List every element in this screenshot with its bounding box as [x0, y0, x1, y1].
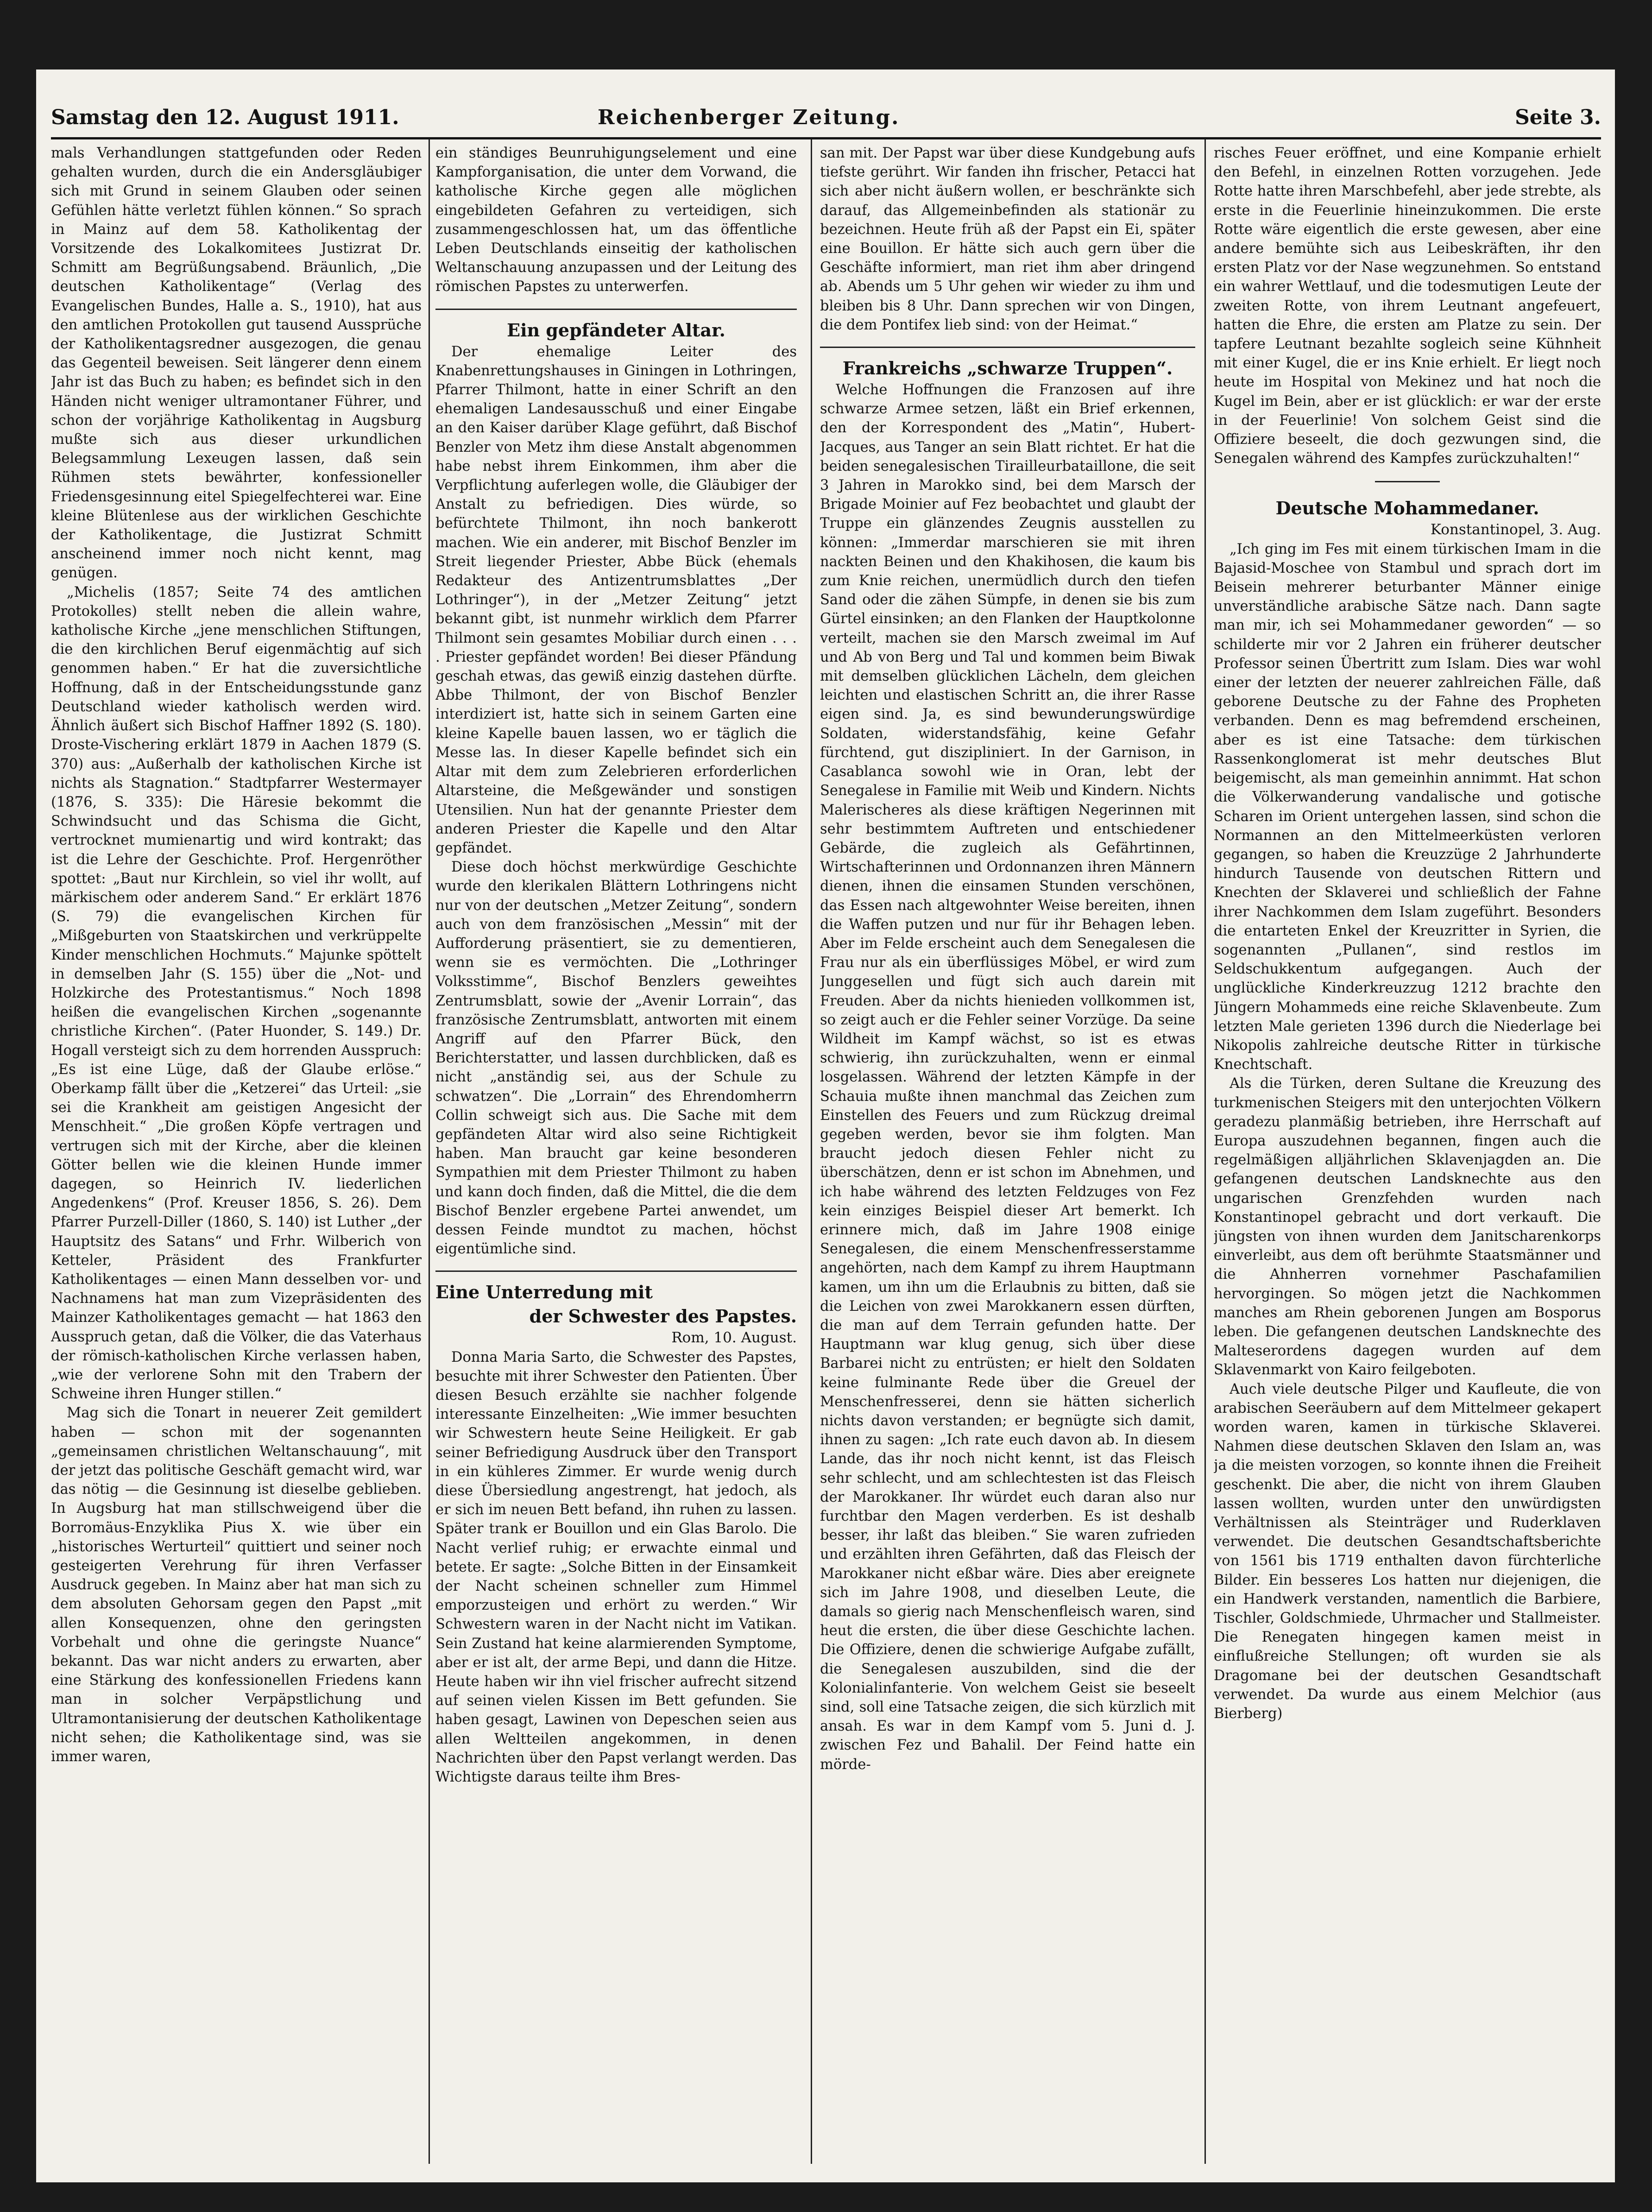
dateline: Konstantinopel, 3. Aug. — [1430, 521, 1601, 538]
headline-deutsche-mohammedaner: Deutsche Mohammedaner. — [1275, 498, 1539, 519]
column-divider — [1204, 139, 1206, 2164]
article-paragraph: Auch viele deutsche Pilger und Kaufleute, die von arabischen Seeräubern auf dem Mittelmeer gekapert worden waren, kamen in türkische Sklaverei. Nahmen diese deutschen Sklaven den Islam an, was ja die meisten vorzogen, so konnte ihnen die Freiheit geschenkt. Die aber, die nicht von ihrem Glauben lassen wollten, wurden unter den unwürdigsten Verhältnissen als Steinträger und Ruderklaven verwendet. Die deutschen Gesandtschaftsberichte von 1561 bis 1719 enthalten davon fürchterliche Bilder. Ein besseres Los hatten nur diejenigen, die ein Handwerk verstanden, namentlich die Barbiere, Tischler, Goldschmiede, Uhrmacher und Stallmeister. Die Renegaten hingegen kamen meist in einflußreiche Stellungen; oft wurden sie als Dragomane bei der deutschen Gesandtschaft verwendet. Da wurde aus einem Melchior (aus Bierberg) — [1214, 1381, 1601, 1722]
column-2 — [435, 144, 797, 2159]
article-paragraph: ein ständiges Beunruhigungselement und eine Kampforganisation, die unter dem Vorwand, die katholische Kirche gegen alle möglichen eingebildeten Gefahren zu verteidigen, sich zusammengeschlossen hat, um das öffentliche Leben Deutschlands einseitig der katholischen Weltanschauung anzupassen und der Leitung des römischen Papstes zu unterwerfen. — [435, 145, 797, 295]
issue-date: Samstag den 12. August 1911. — [51, 106, 399, 129]
section-rule — [435, 1270, 797, 1272]
article-paragraph: Donna Maria Sarto, die Schwester des Papstes, besuchte mit ihrer Schwester den Patienten. Über diesen Besuch erzählte sie nachher folgende interessante Einzelheiten: „Wie immer besuchten wir Schwestern heute Seine Heiligkeit. Er gab seiner Befriedigung Ausdruck über den Transport in ein kühleres Zimmer. Er wurde wenig durch diese Übersiedlung angestrengt, hat jedoch, als er sich im neuen Bett befand, ihn ruhen zu lassen. Später trank er Bouillon und ein Glas Barolo. Die Nacht verlief ruhig; er erwachte einmal und betete. Er sagte: „Solche Bitten in der Einsamkeit der Nacht scheinen schneller zum Himmel emporzusteigen und erhört zu werden.“ Wir Schwestern waren in der Nacht nicht im Vatikan. Sein Zustand hat keine alarmierenden Symptome, aber er ist alt, der arme Bepi, und dann die Hitze. Heute haben wir ihn viel frischer aufrecht sitzend auf seinen vielen Kissen im Bett gefunden. Sie haben gesagt, Lawinen von Depeschen seien aus allen Weltteilen angekommen, in denen Nachrichten über den Papst verlangt werden. Das Wichtigste daraus teilte ihm Bres- — [435, 1349, 797, 1786]
column-divider — [811, 139, 812, 2164]
article-paragraph: „Michelis (1857; Seite 74 des amtlichen Protokolles) stellt neben die allein wahre, katholische Kirche „jene menschlichen Stiftungen, die den kirchlichen Beruf eigenmächtig auf sich genommen haben.“ Er hat die zuversichtliche Hoffnung, daß in der Entscheidungsstunde ganz Deutschland wieder katholisch werden wird. Ähnlich äußert sich Bischof Haffner 1892 (S. 180). Droste-Vischering erklärt 1879 in Aachen 1879 (S. 370) aus: „Außerhalb der katholischen Kirche ist nichts als Stagnation.“ Stadtpfarrer Westermayer (1876, S. 335): Die Häresie bekommt die Schwindsucht und das Schisma die Gicht, vertrocknet mumienartig und wird kontrakt; das ist die Lehre der Geschichte. Prof. Hergenröther spottet: „Baut nur Kirchlein, so viel ihr wollt, auf märkischem oder anderem Sand.“ Er erklärt 1876 (S. 79) die evangelischen Kirchen für „Mißgeburten von Staatskirchen und verkrüppelte Kinder menschlichen Hochmuts.“ Majunke spöttelt in demselben Jahr (S. 155) über die „Not- und Holzkirche des Protestantismus.“ Noch 1898 heißen die evangelischen Kirchen „sogenannte christliche Kirchen“. (Pater Huonder, S. 149.) Dr. Hogall versteigt sich zu dem horrenden Ausspruch: „Es ist eine Lüge, daß der Glaube erlöse.“ Oberkamp fällt über die „Ketzerei“ das Urteil: „sie sei die Krankheit am geistigen Angesicht der Menschheit.“ „Die großen Köpfe vertragen und vertrugen sich mit der Kirche, aber die kleinen Götter bellen wie die kleinen Hunde immer dagegen, so Heinrich IV. liederlichen Angedenkens“ (Prof. Kreuser 1856, S. 26). Dem Pfarrer Purzell-Diller (1860, S. 140) ist Luther „der Hauptsitz des Satans“ und Frhr. Wilberich von Ketteler, Präsident des Frankfurter Katholikentages — einen Mann desselben vor- und Nachnamens hat man zum Vizepräsidenten des Mainzer Katholikentages gemacht — hat 1863 den Ausspruch getan, daß die Völker, die das Vaterhaus der römisch-katholischen Kirche verlassen haben, „wie der verlorene Sohn mit den Trabern der Schweine ihren Hunger stillen.“ — [51, 584, 422, 1403]
headline-gepfaendeter-altar: Ein gepfändeter Altar. — [507, 319, 725, 341]
headline-unterredung-line1: Eine Unterredung mit — [435, 1282, 653, 1303]
article-paragraph: risches Feuer eröffnet, und eine Kompanie erhielt den Befehl, in einzelnen Rotten vorzugehen. Jede Rotte hatte ihren Marschbefehl, aber jede strebte, als erste in die Feuerlinie hineinzukommen. Die erste Rotte wäre eigentlich die erste gewesen, aber eine andere bemühte sich aus Leibeskräften, ihr den ersten Platz vor der Nase wegzunehmen. So entstand ein wahrer Wettlauf, und die todesmutigen Leute der zweiten Rotte, von ihrem Leutnant angefeuert, hatten die Ehre, die ersten am Platze zu sein. Der tapfere Leutnant bezahlte sogleich seine Kühnheit mit einer Kugel, die er ins Knie erhielt. Er liegt noch heute im Hospital von Mekinez und hat noch die Kugel im Bein, aber er ist glücklich: er war der erste in der Feuerlinie! Von solchem Geist sind die Offiziere beseelt, die doch gezwungen sind, die Senegalen während des Kampfes zurückzuhalten!“ — [1214, 145, 1601, 467]
article-paragraph: mals Verhandlungen stattgefunden oder Reden gehalten wurden, durch die ein Andersgläubiger sich mit Grund in seinem Glauben oder seinen Gefühlen hätte verletzt fühlen können.“ So sprach in Mainz auf dem 58. Katholikentag der Vorsitzende des Lokalkomitees Justizrat Dr. Schmitt am Begrüßungsabend. Bräunlich, „Die deutschen Katholikentage“ (Verlag des Evangelischen Bundes, Halle a. S., 1910), hat aus den amtlichen Protokollen gut tausend Aussprüche der Katholikentagsredner ausgezogen, die genau das Gegenteil beweisen. Seit längerer denn einem Jahr ist das Buch zu haben; es befindet sich in den Händen nicht weniger ultramontaner Führer, und schon der vorjährige Katholikentag in Augsburg mußte sich aus dieser urkundlichen Belegsammlung Lexeugen lassen, daß sein Rühmen stets bewährter, konfessioneller Friedensgesinnung eitel Spiegelfechterei war. Eine kleine Blütenlese aus der wirklichen Geschichte der Katholikentage, die Justizrat Schmitt anscheinend immer noch nicht kennt, mag genügen. — [51, 145, 422, 581]
article-paragraph: Diese doch höchst merkwürdige Geschichte wurde den klerikalen Blättern Lothringens nicht nur von der deutschen „Metzer Zeitung“, sondern auch von dem französischen „Messin“ mit der Aufforderung präsentiert, sie zu dementieren, wenn sie es vermöchten. Die „Lothringer Volksstimme“, Bischof Benzlers geweihtes Zentrumsblatt, sowie der „Avenir Lorrain“, das französische Zentrumsblatt, antworten mit einem Angriff auf den Pfarrer Bück, den Berichterstatter, und lassen durchblicken, daß es nicht „anständig sei, aus der Schule zu schwatzen“. Die „Lorrain“ des Ehrendomherrn Collin schweigt sich aus. Die Sache mit dem gepfändeten Altar wird also seine Richtigkeit haben. Man braucht gar keine besonderen Sympathien mit dem Priester Thilmont zu haben und kann doch finden, daß die Mittel, die die dem Bischof Benzler ergebene Partei anwendet, um dessen Feinde mundtot zu machen, höchst eigentümliche sind. — [435, 859, 797, 1258]
headline-schwarze-truppen: Frankreichs „schwarze Truppen“. — [842, 358, 1173, 379]
masthead — [51, 106, 1601, 133]
article-paragraph: Als die Türken, deren Sultane die Kreuzung des turkmenischen Steigers mit den unterjochten Völkern geradezu planmäßig betrieben, ihre Herrschaft auf Europa auszudehnen begannen, fingen auch die regelmäßigen alljährlichen Sklavenjagden an. Die gefangenen deutschen Landsknechte aus den ungarischen Grenzfehden wurden nach Konstantinopel gebracht und dort verkauft. Die jüngsten von ihnen wurden dem Janitscharenkorps einverleibt, aus dem oft berühmte Staatsmänner und die Ahnherren vornehmer Paschafamilien hervorgingen. So mögen jetzt die Nachkommen manches am Rhein geborenen Jungen am Bosporus leben. Die gefangenen deutschen Landsknechte des Malteserordens dagegen wurden auf dem Sklavenmarkt von Kairo feilgeboten. — [1214, 1075, 1601, 1378]
column-3 — [820, 144, 1195, 2159]
article-paragraph: Welche Hoffnungen die Franzosen auf ihre schwarze Armee setzen, läßt ein Brief erkennen, den der Korrespondent des „Matin“, Hubert-Jacques, aus Tanger an sein Blatt richtet. Er hat die beiden senegalesischen Tirailleurbataillone, die seit 3 Jahren in Marokko sind, bei dem Marsch der Brigade Moinier auf Fez beobachtet und glaubt der Truppe ein glänzendes Zeugnis ausstellen zu können: „Immerdar marschieren sie mit ihren nackten Beinen und den Khakihosen, die kaum bis zum Knie reichen, unermüdlich durch den tiefen Sand oder die zähen Sümpfe, in denen sie bis zum Gürtel einsinken; an den Flanken der Hauptkolonne verteilt, machen sie den Marsch zweimal im Auf und Ab von Berg und Tal und kommen beim Biwak mit demselben glücklichen Lächeln, dem gleichen leichten und elastischen Schritt an, die ihrer Rasse eigen sind. Ja, es sind bewunderungswürdige Soldaten, widerstandsfähig, keine Gefahr fürchtend, gut diszipliniert. In der Garnison, in Casablanca sowohl wie in Oran, lebt der Senegalese in Familie mit Weib und Kindern. Nichts Malerischeres als diese kräftigen Negerinnen mit sehr bestimmtem Auftreten und entschiedener Gebärde, die zugleich als Gefährtinnen, Wirtschafterinnen und Ordonnanzen ihren Männern dienen, ihnen die einsamen Stunden verschönen, das Essen nach altgewohnter Weise bereiten, ihnen die Waffen putzen und nur für ihr Behagen leben. Aber im Felde erscheint auch dem Senegalesen die Frau nur als ein überflüssiges Möbel, er wird zum Junggesellen und fügt sich auch darein mit Freuden. Aber da nichts hienieden vollkommen ist, so zeigt auch er die Fehler seiner Vorzüge. Da seine Wildheit im Kampf wächst, so ist es etwas schwierig, ihn zurückzuhalten, wenn er einmal losgelassen. Während der letzten Kämpfe in der Schauia mußte ihnen manchmal das Zeichen zum Einstellen des Feuers und zum Rückzug dreimal gegeben werden, bevor sie ihm folgten. Man braucht jedoch diesen Fehler nicht zu überschätzen, denn er ist schon im Abnehmen, und ich habe während des letzten Feldzuges von Fez kein einziges Beispiel dieser Art bemerkt. Ich erinnere mich, daß im Jahre 1908 einige Senegalesen, die einem Menschenfresserstamme angehörten, nach dem Kampf zu ihrem Hauptmann kamen, um ihn um die Erlaubnis zu bitten, daß sie die Leichen von zwei Marokkanern essen dürften, die man auf dem Terrain gefunden hatte. Der Hauptmann war klug genug, sich über diese Barbarei nicht zu entrüsten; er hielt den Soldaten keine fulminante Rede über die Greuel der Menschenfresserei, denn sie hätten sicherlich nichts davon verstanden; er begnügte sich damit, ihnen zu sagen: „Ich rate euch davon ab. In diesem Lande, das ihr noch nicht kennt, ist das Fleisch sehr schlecht, und am schlechtesten ist das Fleisch der Marokkaner. Ihr würdet euch daran also nur furchtbar den Magen verderben. Es ist deshalb besser, ihr laßt das bleiben.“ Sie waren zufrieden und erzählten ihren Gefährten, daß das Fleisch der Marokkaner nicht eßbar wäre. Dies aber ereignete sich im Jahre 1908, und dieselben Leute, die damals so gierig nach Menschenfleisch waren, sind heut die ersten, die über diese Geschichte lachen. Die Offiziere, denen die schwierige Aufgabe zufällt, die Senegalesen auszubilden, sind die der Kolonialinfanterie. Von welchem Geist sie beseelt sind, soll eine Tatsache zeigen, die sich kürzlich mit ansah. Es war in dem Kampf vom 5. Juni d. J. zwischen Fez und Bahalil. Der Feind hatte ein mörde- — [820, 382, 1195, 1773]
headline-unterredung-line2: der Schwester des Papstes. — [529, 1306, 797, 1327]
masthead-rule — [51, 137, 1601, 139]
article-paragraph: san mit. Der Papst war über diese Kundgebung aufs tiefste gerührt. Wir fanden ihn frischer, Petacci hat sich aber nicht äußern wollen, er beschränkte sich darauf, das Allgemeinbefinden als stationär zu bezeichnen. Heute früh aß der Papst ein Ei, später eine Bouillon. Er hätte sich auch gern über die Geschäfte informiert, man riet ihm aber dringend ab. Abends um 5 Uhr gehen wir wieder zu ihm und bleiben bis 8 Uhr. Dann sprechen wir von Dingen, die dem Pontifex lieb sind: von der Heimat.“ — [820, 145, 1195, 333]
section-rule — [435, 309, 797, 310]
article-paragraph: Der ehemalige Leiter des Knabenrettungshauses in Giningen in Lothringen, Pfarrer Thilmont, hatte in einer Schrift an den ehemaligen Landesausschuß und einer Eingabe an den Kaiser darüber Klage geführt, daß Bischof Benzler von Metz ihm diese Anstalt abgenommen habe nebst ihrem Einkommen, ihm aber die Verpflichtung auferlegen wolle, die Gläubiger der Anstalt zu befriedigen. Dies würde, so befürchtete Thilmont, ihn noch bankerott machen. Wie ein anderer, mit Bischof Benzler im Streit liegender Priester, Abbe Bück (ehemals Redakteur des Antizentrumsblattes „Der Lothringer“), in der „Metzer Zeitung“ jetzt bekannt gibt, ist nunmehr wirklich dem Pfarrer Thilmont sein gesamtes Mobiliar durch einen . . . . Priester gepfändet worden! Bei dieser Pfändung geschah etwas, das gewiß einzig dastehen dürfte. Abbe Thilmont, der von Bischof Benzler interdiziert ist, hatte sich in seinem Garten eine kleine Kapelle bauen lassen, wo er täglich die Messe las. In dieser Kapelle befindet sich ein Altar mit dem zum Zelebrieren erforderlichen Altarsteine, die Meßgewänder und sonstigen Utensilien. Nun hat der genannte Priester dem anderen Priester die Kapelle und den Altar gepfändet. — [435, 343, 797, 856]
article-paragraph: „Ich ging im Fes mit einem türkischen Imam in die Bajasid-Moschee von Stambul und sprach dort im Beisein mehrerer beturbanter Männer einige unverständliche arabische Sätze nach. Dann sagte man mir, ich sei Mohammedaner geworden“ — so schilderte mir vor 2 Jahren ein früherer deutscher Professor seinen Übertritt zum Islam. Dies war wohl einer der letzten der neuerer zahlreichen Fälle, daß geborene Deutsche zu der Fahne des Propheten verbanden. Denn es mag befremdend erscheinen, aber es ist eine Tatsache: dem türkischen Rassenkonglomerat ist mehr deutsches Blut beigemischt, als man gemeinhin annimmt. Hat schon die Völkerwanderung vandalische und gotische Scharen im Orient untergehen lassen, sind schon die Normannen an den Mittelmeerküsten verloren gegangen, so haben die Kreuzzüge 2 Jahrhunderte hindurch Tausende von deutschen Rittern und Knechten der Sklaverei und schließlich der Fahne ihrer Nachkommen dem Islam zugeführt. Besonders die entarteten Enkel der Kreuzritter in Syrien, die sogenannten „Pullanen“, sind restlos im Seldschukkentum aufgegangen. Auch der unglückliche Kinderkreuzzug 1212 brachte den Jüngern Mohammeds eine reiche Sklavenbeute. Zum letzten Male gerieten 1396 durch die Niederlage bei Nikopolis zahlreiche deutsche Ritter in türkische Knechtschaft. — [1214, 541, 1601, 1073]
column-1 — [51, 144, 422, 2159]
section-rule — [820, 347, 1195, 348]
page-number: Seite 3. — [1514, 106, 1601, 129]
dateline: Rom, 10. August. — [671, 1329, 797, 1346]
newspaper-title: Reichenberger Zeitung. — [598, 106, 900, 129]
separator-rule — [1375, 481, 1440, 482]
column-divider — [429, 139, 430, 2164]
column-4 — [1214, 144, 1601, 2159]
article-paragraph: Mag sich die Tonart in neuerer Zeit gemildert haben — schon mit der sogenannten „gemeinsamen christlichen Weltanschauung“, mit der jetzt das politische Geschäft gemacht wird, war das nötig — die Gesinnung ist dieselbe geblieben. In Augsburg hat man stillschweigend über die Borromäus-Enzyklika Pius X. wie über ein „historisches Werturteil“ quittiert und seiner noch gesteigerten Verehrung für ihren Verfasser Ausdruck gegeben. In Mainz aber hat man sich zu dem absoluten Gehorsam gegen den Papst „mit allen Konsequenzen, ohne den geringsten Vorbehalt und ohne die geringste Nuance“ bekannt. Das war nicht anders zu erwarten, aber eine Stärkung des konfessionellen Friedens kann man in solcher Verpäpstlichung und Ultramontanisierung der deutschen Katholikentage nicht sehen; die Katholikentage sind, was sie immer waren, — [51, 1405, 422, 1765]
